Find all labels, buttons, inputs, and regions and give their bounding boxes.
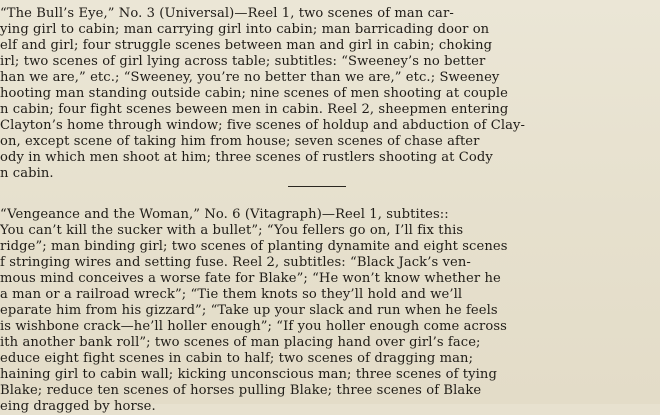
paragraph-bulls-eye [0, 6, 660, 182]
text-line: ith another bank roll”; two scenes of man placing hand over girl’s face; [0, 335, 481, 350]
text-line: ying girl to cabin; man carrying girl into cabin; man barricading door on [0, 22, 490, 37]
paragraph-vengeance-and-the-woman [0, 207, 660, 415]
text-line: “The Bull’s Eye,” No. 3 (Universal)—Reel 1, two scenes of man car- [0, 6, 454, 21]
text-line: han we are,” etc.; “Sweeney, you’re no better than we are,” etc.; Sweeney [0, 70, 500, 85]
text-line: ridge”; man binding girl; two scenes of planting dynamite and eight scenes [0, 239, 508, 254]
text-line: ody in which men shoot at him; three scenes of rustlers shooting at Cody [0, 150, 493, 165]
text-line: a man or a railroad wreck”; “Tie them knots so they’ll hold and we’ll [0, 287, 463, 302]
text-line: You can’t kill the sucker with a bullet”; “You fellers go on, I’ll fix this [0, 223, 464, 238]
section-divider [288, 186, 346, 187]
text-line: Clayton’s home through window; five scenes of holdup and abduction of Clay- [0, 118, 526, 133]
text-line: n cabin; four fight scenes beween men in cabin. Reel 2, sheepmen entering [0, 102, 509, 117]
text-line: eparate him from his gizzard”; “Take up your slack and run when he feels [0, 303, 498, 318]
text-line: irl; two scenes of girl lying across table; subtitles: “Sweeney’s no better [0, 54, 486, 69]
text-line: elf and girl; four struggle scenes between man and girl in cabin; choking [0, 38, 493, 53]
text-line: “Vengeance and the Woman,” No. 6 (Vitagraph)—Reel 1, subtites:: [0, 207, 449, 222]
text-line: eing dragged by horse. [0, 399, 156, 414]
text-line: hooting man standing outside cabin; nine scenes of men shooting at couple [0, 86, 509, 101]
text-line: mous mind conceives a worse fate for Blake”; “He won’t know whether he [0, 271, 501, 286]
text-line: is wishbone crack—he’ll holler enough”; “If you holler enough come across [0, 319, 507, 334]
text-line: f stringing wires and setting fuse. Reel 2, subtitles: “Black Jack’s ven- [0, 255, 471, 270]
text-line: n cabin. [0, 166, 54, 181]
text-line: on, except scene of taking him from house; seven scenes of chase after [0, 134, 480, 149]
text-line: Blake; reduce ten scenes of horses pulling Blake; three scenes of Blake [0, 383, 482, 398]
text-line: haining girl to cabin wall; kicking unconscious man; three scenes of tying [0, 367, 497, 382]
text-line: educe eight fight scenes in cabin to half; two scenes of dragging man; [0, 351, 474, 366]
